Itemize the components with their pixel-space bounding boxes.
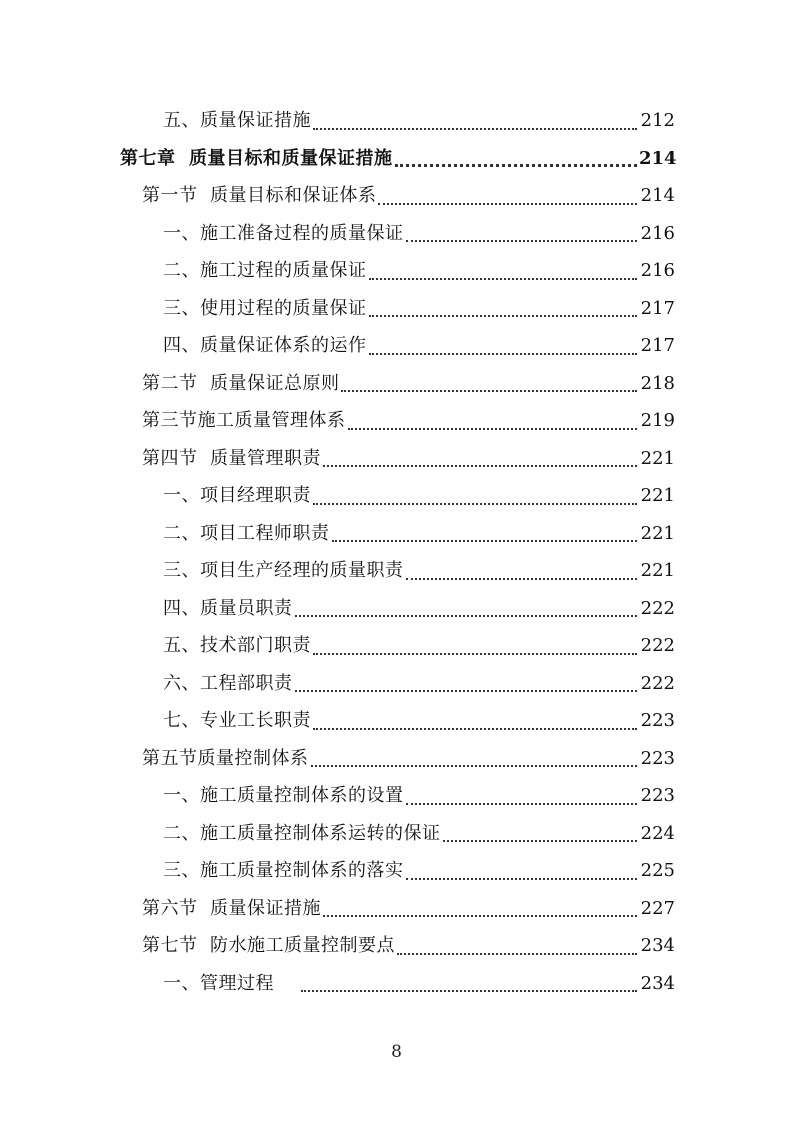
toc-entry[interactable] (0, 590, 793, 628)
toc-entry-title: 四、质量保证体系的运作 (163, 335, 367, 356)
toc-entry-title: 二、项目工程师职责 (163, 522, 330, 544)
toc-entry-title: 一、项目经理职责 (163, 485, 311, 506)
toc-entry-page: 221 (640, 485, 675, 506)
toc-entry-title: 七、专业工长职责 (163, 710, 311, 731)
toc-entry[interactable] (0, 552, 793, 590)
toc-entry-page: 219 (640, 410, 675, 431)
dot-leader (369, 314, 638, 317)
toc-entry-page: 234 (640, 972, 675, 994)
toc-entry-page: 225 (640, 860, 675, 881)
toc-entry-title: 五、技术部门职责 (163, 635, 311, 656)
dot-leader (313, 502, 637, 505)
toc-entry[interactable] (0, 102, 793, 140)
dot-leader (323, 464, 637, 467)
toc-entry-page: 223 (640, 785, 675, 806)
toc-entry[interactable] (0, 890, 793, 928)
toc-entry[interactable] (0, 477, 793, 515)
toc-entry-page: 216 (640, 260, 675, 281)
toc-entry[interactable] (0, 627, 793, 665)
toc-entry[interactable] (0, 777, 793, 815)
toc-entry-title: 三、项目生产经理的质量职责 (163, 560, 404, 581)
toc-entry[interactable] (0, 440, 793, 478)
toc-entry-page: 223 (640, 747, 675, 769)
toc-entry-page: 221 (640, 560, 675, 581)
toc-entry-title: 三、施工质量控制体系的落实 (163, 860, 404, 881)
dot-leader (295, 614, 638, 617)
toc-entry-title: 四、质量员职责 (163, 597, 293, 619)
toc-entry-title: 第二节 质量保证总原则 (142, 372, 340, 394)
dot-leader (332, 539, 638, 542)
toc-entry[interactable] (0, 815, 793, 853)
toc-entry[interactable] (0, 327, 793, 365)
toc-entry-title: 一、施工质量控制体系的设置 (163, 785, 404, 806)
toc-entry-page: 218 (640, 372, 675, 394)
toc-entry[interactable] (0, 852, 793, 890)
dot-leader (395, 163, 637, 167)
toc-entry[interactable] (0, 927, 793, 965)
toc-entry-title: 第七节 防水施工质量控制要点 (142, 935, 395, 956)
toc-entry[interactable] (0, 215, 793, 253)
toc-entry-title: 第四节 质量管理职责 (142, 447, 321, 469)
toc-entry-page: 217 (640, 297, 675, 319)
toc-entry-page: 223 (640, 710, 675, 731)
toc-entry-page: 222 (640, 635, 675, 656)
toc-entry-page: 221 (640, 522, 675, 544)
toc-entry-title: 第一节 质量目标和保证体系 (142, 185, 377, 206)
toc-entry-title: 第六节 质量保证措施 (142, 897, 321, 919)
toc-entry-page: 221 (640, 447, 675, 469)
dot-leader (313, 727, 637, 730)
toc-entry[interactable] (0, 177, 793, 215)
dot-leader (341, 389, 637, 392)
dot-leader (397, 952, 637, 955)
toc-entry-title: 五、质量保证措施 (163, 110, 311, 131)
toc-entry[interactable] (0, 252, 793, 290)
toc-entry-title: 二、施工质量控制体系运转的保证 (163, 822, 441, 844)
toc-entry-title: 第五节质量控制体系 (142, 747, 309, 769)
dot-leader (369, 277, 638, 280)
dot-leader (406, 239, 638, 242)
toc-entry[interactable] (0, 515, 793, 553)
dot-leader (406, 802, 638, 805)
dot-leader (378, 202, 637, 205)
dot-leader (369, 352, 638, 355)
dot-leader (406, 877, 638, 880)
toc-entry-title: 一、施工准备过程的质量保证 (163, 222, 404, 244)
toc-entry-title: 二、施工过程的质量保证 (163, 260, 367, 281)
dot-leader (311, 764, 638, 767)
toc-entry-title: 三、使用过程的质量保证 (163, 297, 367, 319)
toc-entry[interactable] (0, 140, 793, 178)
toc-entry-title: 六、工程部职责 (163, 672, 293, 694)
dot-leader (348, 427, 638, 430)
dot-leader (406, 577, 638, 580)
toc-entry[interactable] (0, 365, 793, 403)
toc-entry-page: 216 (640, 222, 675, 244)
toc-entry-page: 227 (640, 897, 675, 919)
table-of-contents (0, 102, 793, 1002)
dot-leader (323, 914, 637, 917)
toc-entry[interactable] (0, 665, 793, 703)
toc-entry[interactable] (0, 402, 793, 440)
toc-entry-page: 217 (640, 335, 675, 356)
dot-leader (313, 652, 637, 655)
toc-entry-title: 一、管理过程 (163, 972, 299, 994)
toc-entry-page: 214 (639, 147, 677, 169)
toc-entry-title: 第七章 质量目标和质量保证措施 (120, 147, 393, 169)
toc-entry[interactable] (0, 290, 793, 328)
toc-entry[interactable] (0, 702, 793, 740)
toc-entry-title: 第三节施工质量管理体系 (142, 410, 346, 431)
toc-entry[interactable] (0, 965, 793, 1003)
toc-entry[interactable] (0, 740, 793, 778)
dot-leader (295, 689, 638, 692)
toc-entry-page: 222 (640, 597, 675, 619)
toc-entry-page: 234 (640, 935, 675, 956)
toc-entry-page: 222 (640, 672, 675, 694)
toc-entry-page: 224 (640, 822, 675, 844)
toc-entry-page: 214 (640, 185, 675, 206)
dot-leader (301, 989, 637, 992)
dot-leader (443, 839, 638, 842)
page-number: 8 (391, 1042, 402, 1062)
toc-entry-page: 212 (640, 110, 675, 131)
dot-leader (313, 127, 637, 130)
